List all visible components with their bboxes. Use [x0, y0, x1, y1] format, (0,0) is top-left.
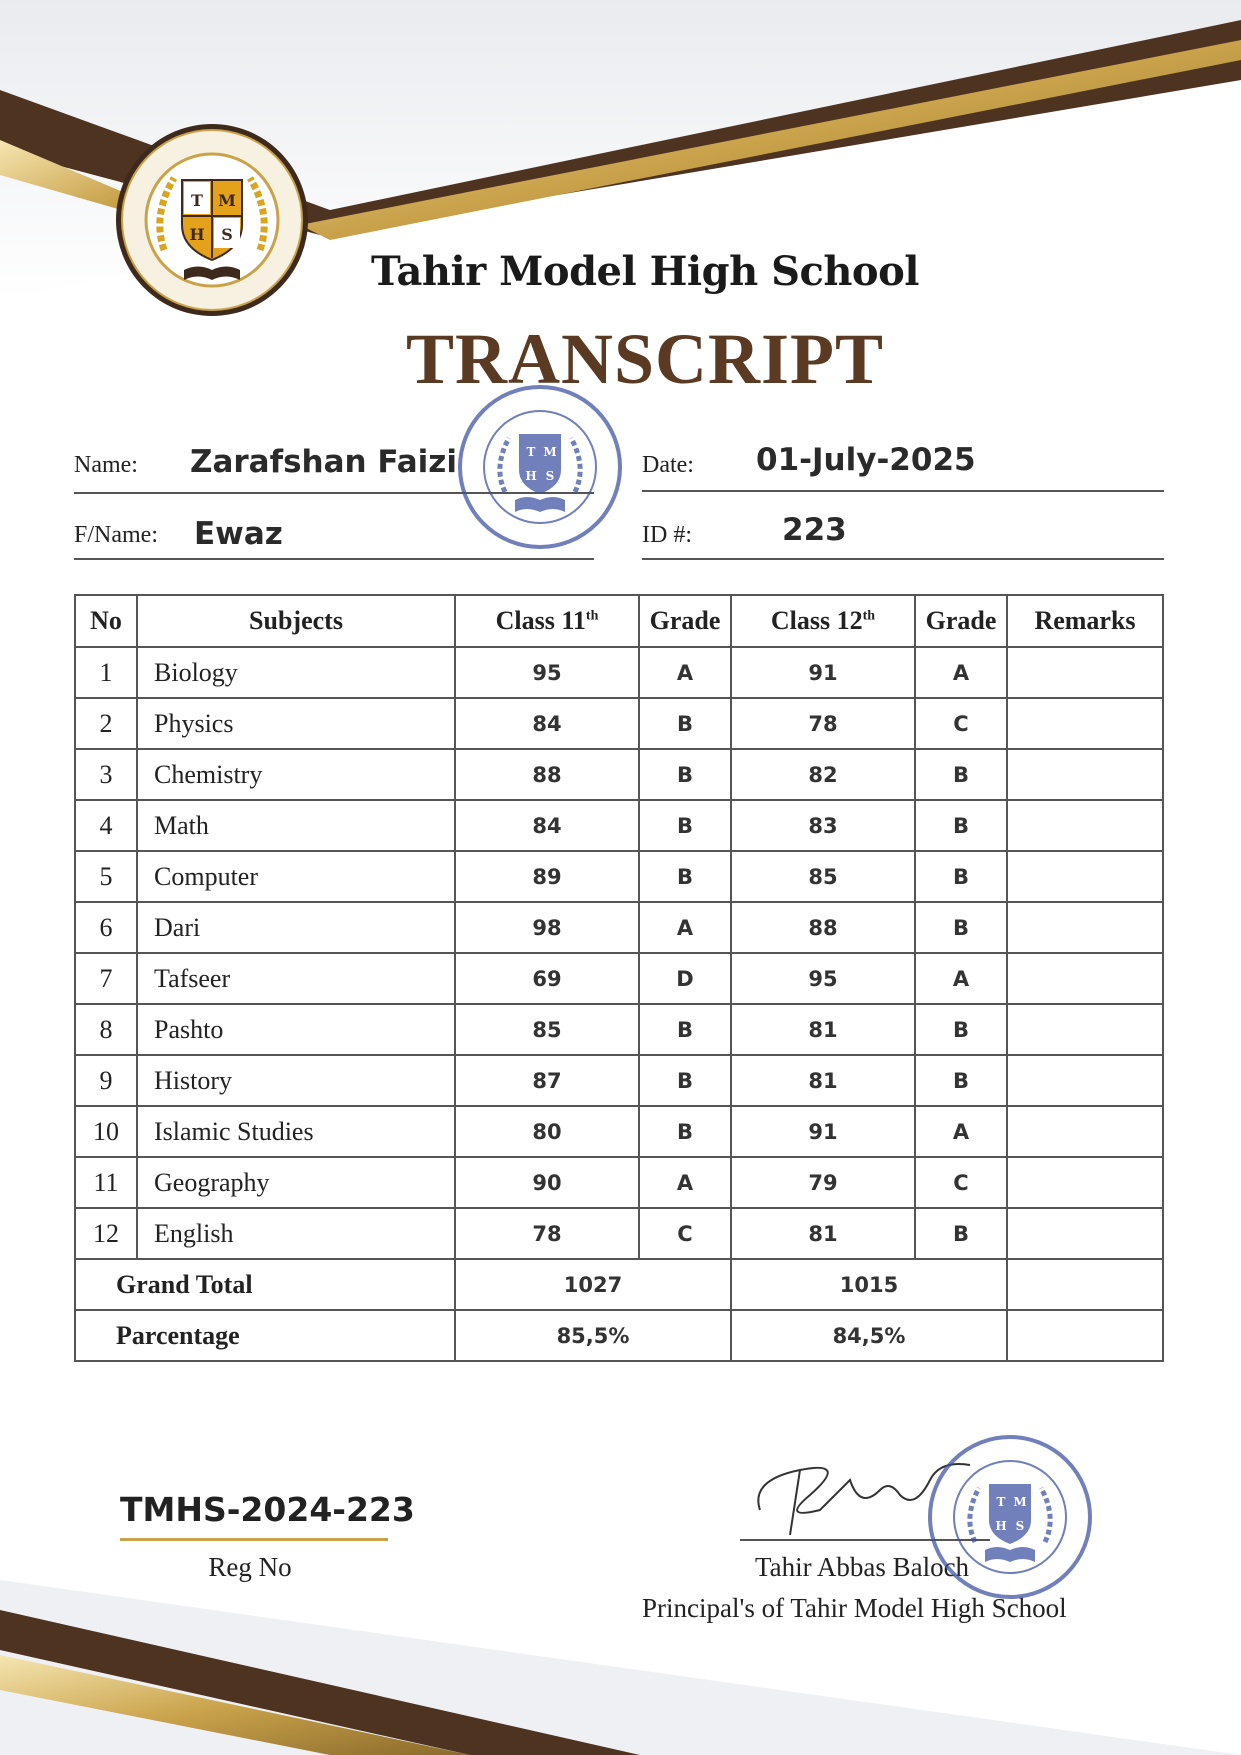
header-class11-text: Class 11 [495, 606, 586, 635]
table-row [75, 647, 1163, 698]
percentage-remarks [1007, 1310, 1163, 1361]
header-class11 [455, 595, 639, 647]
row-class11-grade: A [639, 647, 731, 698]
table-row [75, 953, 1163, 1004]
svg-text:T: T [191, 191, 203, 210]
row-class11-score: 98 [455, 902, 639, 953]
row-class11-score: 85 [455, 1004, 639, 1055]
row-subject: English [137, 1208, 455, 1259]
row-class12-grade: C [915, 698, 1007, 749]
header-no: No [75, 595, 137, 647]
row-no: 4 [75, 800, 137, 851]
row-class12-grade: B [915, 851, 1007, 902]
row-class12-grade: C [915, 1157, 1007, 1208]
percentage-row [75, 1310, 1163, 1361]
row-class11-grade: D [639, 953, 731, 1004]
table-header-row [75, 595, 1163, 647]
row-no: 9 [75, 1055, 137, 1106]
row-class11-score: 89 [455, 851, 639, 902]
table-row [75, 749, 1163, 800]
row-no: 6 [75, 902, 137, 953]
row-remarks [1007, 647, 1163, 698]
row-class11-grade: B [639, 1106, 731, 1157]
row-class11-grade: B [639, 800, 731, 851]
father-name-underline [74, 558, 594, 560]
row-class12-score: 78 [731, 698, 915, 749]
row-class12-grade: A [915, 953, 1007, 1004]
percentage-class11: 85,5% [455, 1310, 731, 1361]
id-label: ID #: [642, 522, 692, 548]
row-class12-score: 81 [731, 1055, 915, 1106]
row-class11-grade: A [639, 1157, 731, 1208]
row-remarks [1007, 953, 1163, 1004]
grand-total-remarks [1007, 1259, 1163, 1310]
row-subject: Computer [137, 851, 455, 902]
row-no: 1 [75, 647, 137, 698]
svg-text:H: H [189, 225, 205, 244]
row-class12-grade: A [915, 647, 1007, 698]
reg-underline [120, 1538, 388, 1541]
row-class11-score: 84 [455, 698, 639, 749]
grades-table [74, 594, 1164, 1362]
table-row [75, 1157, 1163, 1208]
row-class11-score: 78 [455, 1208, 639, 1259]
row-no: 10 [75, 1106, 137, 1157]
row-no: 3 [75, 749, 137, 800]
row-class12-score: 88 [731, 902, 915, 953]
row-subject: Dari [137, 902, 455, 953]
row-class12-score: 91 [731, 647, 915, 698]
row-subject: Chemistry [137, 749, 455, 800]
header-grade-12: Grade [915, 595, 1007, 647]
table-row [75, 1004, 1163, 1055]
student-id: 223 [782, 512, 847, 548]
row-class12-grade: B [915, 800, 1007, 851]
row-remarks [1007, 902, 1163, 953]
percentage-class12: 84,5% [731, 1310, 1007, 1361]
svg-text:S: S [221, 225, 233, 244]
school-stamp-top [455, 382, 625, 552]
svg-text:M: M [1013, 1495, 1027, 1509]
row-no: 7 [75, 953, 137, 1004]
grand-total-class11: 1027 [455, 1259, 731, 1310]
row-class12-grade: B [915, 902, 1007, 953]
row-class11-grade: B [639, 1055, 731, 1106]
header-class12-text: Class 12 [770, 606, 863, 635]
grand-total-row [75, 1259, 1163, 1310]
date-underline [642, 490, 1164, 492]
svg-text:H: H [995, 1519, 1007, 1533]
row-remarks [1007, 1208, 1163, 1259]
school-seal-logo [112, 120, 312, 320]
table-row [75, 1055, 1163, 1106]
header-subjects: Subjects [137, 595, 455, 647]
row-class12-grade: B [915, 1208, 1007, 1259]
table-row [75, 800, 1163, 851]
row-class11-score: 95 [455, 647, 639, 698]
row-no: 5 [75, 851, 137, 902]
row-class12-score: 83 [731, 800, 915, 851]
school-name: Tahir Model High School [371, 248, 919, 295]
row-class11-grade: B [639, 1004, 731, 1055]
signatory-title: Principal's of Tahir Model High School [642, 1593, 1067, 1623]
signatory-name: Tahir Abbas Baloch [755, 1552, 970, 1582]
row-class11-grade: B [639, 851, 731, 902]
student-name: Zarafshan Faizi [190, 444, 457, 480]
row-subject: Islamic Studies [137, 1106, 455, 1157]
header-remarks: Remarks [1007, 595, 1163, 647]
row-no: 12 [75, 1208, 137, 1259]
row-class12-score: 81 [731, 1004, 915, 1055]
table-row [75, 698, 1163, 749]
row-remarks [1007, 1004, 1163, 1055]
header-class12-sup: th [862, 608, 876, 624]
row-class11-score: 69 [455, 953, 639, 1004]
row-class11-score: 80 [455, 1106, 639, 1157]
row-remarks [1007, 1055, 1163, 1106]
father-name-label: F/Name: [74, 522, 158, 548]
row-subject: Geography [137, 1157, 455, 1208]
row-remarks [1007, 800, 1163, 851]
row-class12-score: 91 [731, 1106, 915, 1157]
table-row [75, 1208, 1163, 1259]
row-class11-grade: A [639, 902, 731, 953]
row-no: 8 [75, 1004, 137, 1055]
row-subject: Tafseer [137, 953, 455, 1004]
row-remarks [1007, 1157, 1163, 1208]
grand-total-label: Grand Total [75, 1259, 455, 1310]
registration-label: Reg No [208, 1552, 292, 1582]
row-subject: Biology [137, 647, 455, 698]
row-class11-score: 88 [455, 749, 639, 800]
row-class12-score: 95 [731, 953, 915, 1004]
svg-text:T: T [526, 445, 536, 459]
row-class12-score: 79 [731, 1157, 915, 1208]
row-subject: Math [137, 800, 455, 851]
row-class12-grade: B [915, 1055, 1007, 1106]
row-class12-score: 81 [731, 1208, 915, 1259]
row-no: 11 [75, 1157, 137, 1208]
row-remarks [1007, 698, 1163, 749]
row-remarks [1007, 1106, 1163, 1157]
registration-number: TMHS-2024-223 [120, 1490, 415, 1529]
table-row [75, 851, 1163, 902]
grand-total-class12: 1015 [731, 1259, 1007, 1310]
table-row [75, 1106, 1163, 1157]
row-class11-grade: B [639, 698, 731, 749]
row-class12-score: 85 [731, 851, 915, 902]
svg-text:M: M [218, 191, 236, 210]
svg-text:M: M [543, 445, 557, 459]
header-class11-sup: th [585, 608, 599, 624]
row-remarks [1007, 749, 1163, 800]
row-class12-grade: A [915, 1106, 1007, 1157]
svg-text:S: S [545, 469, 555, 483]
row-class11-score: 87 [455, 1055, 639, 1106]
row-class12-grade: B [915, 749, 1007, 800]
svg-text:S: S [1015, 1519, 1025, 1533]
name-label: Name: [74, 452, 138, 478]
row-no: 2 [75, 698, 137, 749]
school-stamp-signature [925, 1432, 1095, 1602]
svg-text:T: T [996, 1495, 1006, 1509]
row-subject: Pashto [137, 1004, 455, 1055]
transcript-date: 01-July-2025 [756, 442, 976, 478]
row-class12-score: 82 [731, 749, 915, 800]
row-subject: History [137, 1055, 455, 1106]
father-name: Ewaz [194, 516, 283, 552]
percentage-label: Parcentage [75, 1310, 455, 1361]
row-class11-grade: B [639, 749, 731, 800]
header-class12 [731, 595, 915, 647]
row-class12-grade: B [915, 1004, 1007, 1055]
header-grade-11: Grade [639, 595, 731, 647]
id-underline [642, 558, 1164, 560]
document-title: TRANSCRIPT [405, 319, 885, 399]
row-class11-score: 90 [455, 1157, 639, 1208]
row-remarks [1007, 851, 1163, 902]
row-subject: Physics [137, 698, 455, 749]
svg-text:H: H [525, 469, 537, 483]
table-row [75, 902, 1163, 953]
row-class11-grade: C [639, 1208, 731, 1259]
date-label: Date: [642, 452, 694, 478]
row-class11-score: 84 [455, 800, 639, 851]
